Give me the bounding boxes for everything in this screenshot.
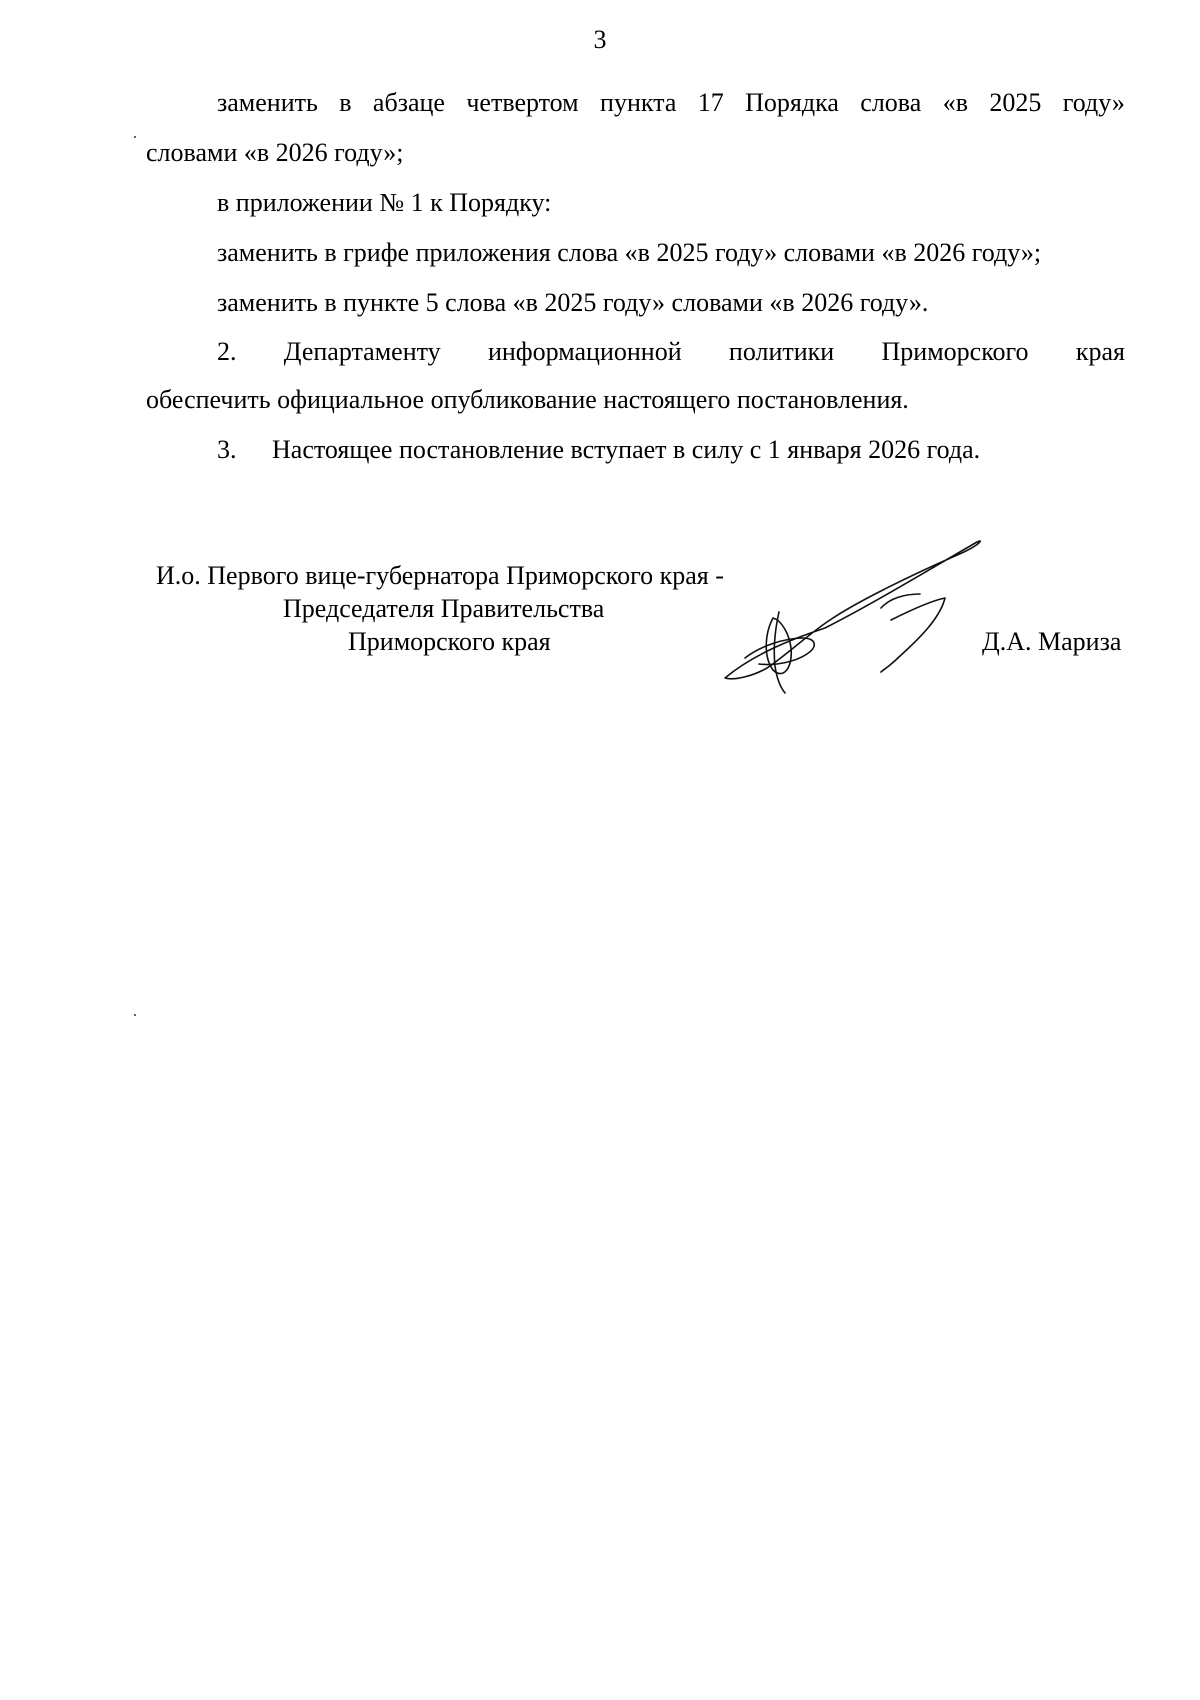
handwritten-signature [715, 538, 985, 698]
item-2-line-2: обеспечить официальное опубликование настоящего постановления. [146, 385, 909, 414]
page-number: 3 [593, 25, 607, 54]
word: 17 [697, 88, 724, 117]
signatory-name: Д.А. Мариза [982, 627, 1122, 656]
word: абзаце [372, 88, 445, 117]
word: политики [728, 337, 835, 366]
word: четвертом [466, 88, 579, 117]
signatory-position-line-3: Приморского края [348, 627, 551, 656]
signatory-position-line-1: И.о. Первого вице-губернатора Приморского края - [156, 561, 724, 590]
scan-speck [134, 136, 136, 138]
word: в [339, 88, 352, 117]
word: Порядка [745, 88, 839, 117]
word: году» [1062, 88, 1125, 117]
word: «в [942, 88, 968, 117]
item-3-text: Настоящее постановление вступает в силу с 1 января 2026 года. [272, 435, 981, 464]
signatory-position-line-2: Председателя Правительства [283, 594, 605, 623]
paragraph-4: заменить в пункте 5 слова «в 2025 году» словами «в 2026 году». [217, 288, 929, 317]
word: края [1075, 337, 1125, 366]
paragraph-1-line-1 [217, 87, 1125, 119]
item-3-number: 3. [217, 435, 237, 464]
item-2-number: 2. [217, 337, 237, 366]
word: 2025 [989, 88, 1042, 117]
word: Департаменту [283, 337, 441, 366]
paragraph-2: в приложении № 1 к Порядку: [217, 188, 552, 217]
item-3 [217, 434, 980, 466]
word: слова [860, 88, 922, 117]
scan-speck [134, 1014, 136, 1016]
word: пункта [600, 88, 677, 117]
paragraph-3: заменить в грифе приложения слова «в 2025 году» словами «в 2026 году»; [217, 238, 1042, 267]
item-2-line-1 [217, 336, 1125, 368]
paragraph-1-line-2: словами «в 2026 году»; [146, 138, 404, 167]
word: заменить [217, 88, 318, 117]
word: Приморского [881, 337, 1029, 366]
word: информационной [487, 337, 682, 366]
